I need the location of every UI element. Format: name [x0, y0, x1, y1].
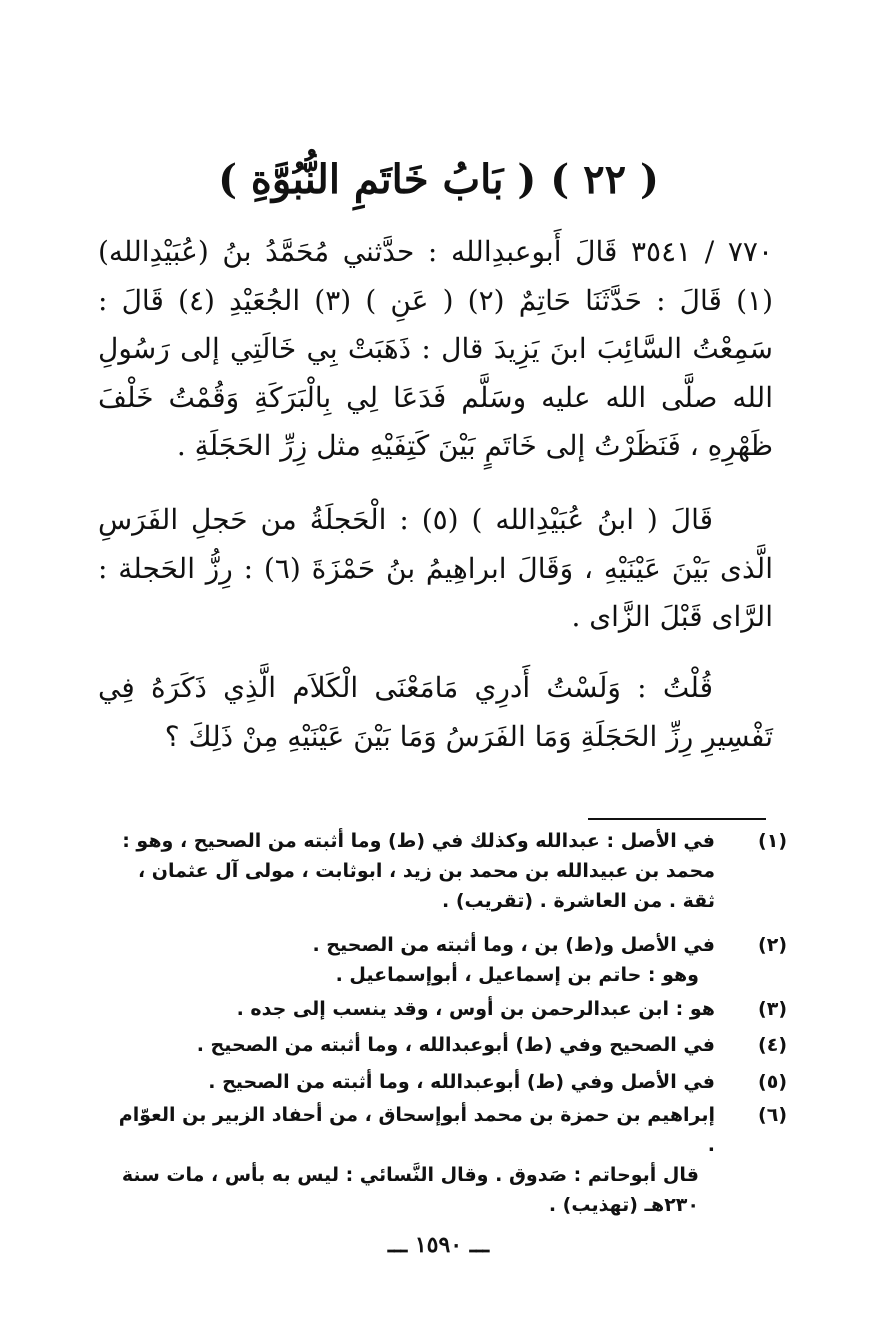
footnote-4: [107, 1030, 787, 1060]
footnote-3: [107, 994, 787, 1024]
hadith-paragraph: [98, 228, 773, 471]
footnote-text: في الأصل وفي (ط) أبوعبدالله ، وما أثبته من الصحيح .: [208, 1071, 715, 1093]
footnote-text: في الأصل و(ط) بن ، وما أثبته من الصحيح .: [312, 934, 715, 956]
footnote-1: [107, 826, 787, 916]
footnote-number: (٥): [758, 1071, 787, 1093]
footnote-text: وهو : حاتم بن إسماعيل ، أبوإسماعيل .: [335, 964, 699, 986]
chapter-heading: ( ٢٢ ) ( بَابُ خَاتَمِ النُّبُوَّةِ ): [218, 156, 659, 203]
footnote-text: هو : ابن عبدالرحمن بن أوس ، وقد ينسب إلى جده .: [236, 998, 715, 1020]
page-number: ـــ ١٥٩٠ ـــ: [387, 1232, 490, 1258]
footnote-text: إبراهيم بن حمزة بن محمد أبوإسحاق ، من أحفاد الزبير بن العوّام .: [118, 1104, 715, 1156]
footnote-number: (٢): [758, 934, 787, 956]
paragraph-text: ٧٧٠ / ٣٥٤١ قَالَ أَبوعبدِالله : حدَّثني مُحَمَّدُ بنُ (عُبَيْدِالله) (١) قَالَ : حَدَّثَنَا حَاتِمٌ (٢) ( عَنِ ) (٣) الجُعَيْدِ (٤) قَالَ : سَمِعْتُ السَّائِبَ ابنَ يَزِيدَ قال : ذَهَبَتْ بِي خَالَتِي إلى رَسُولِ الله صلَّى الله عليه وسَلَّم فَدَعَا لِي بِالْبَرَكَةِ وَقُمْتُ خَلْفَ ظَهْرِهِ ، فَنَظَرْتُ إلى خَاتَمٍ بَيْنَ كَتِفَيْهِ مثل زِرِّ الحَجَلَةِ .: [98, 235, 774, 462]
footnote-text: في الأصل : عبدالله وكذلك في (ط) وما أثبته من الصحيح ، وهو : محمد بن عبيدالله بن محمد بن زيد ، ابوثابت ، مولى آل عثمان ، ثقة . من العاشرة . (تقريب) .: [122, 830, 715, 912]
footnote-number: (٤): [758, 1034, 787, 1056]
footnote-number: (٦): [758, 1104, 787, 1126]
paragraph-text: قُلْتُ : وَلَسْتُ أَدرِي مَامَعْنَى الْكَلاَم الَّذِي ذَكَرَهُ فِي تَفْسِيرِ رِزِّ الحَجَلَةِ وَمَا الفَرَسُ وَمَا بَيْنَ عَيْنَيْهِ مِنْ ذَلِكَ ؟: [98, 671, 773, 753]
paragraph-text: قَالَ ( ابنُ عُبَيْدِالله ) (٥) : الْحَجلَةُ من حَجلِ الفَرَسِ الَّذى بَيْنَ عَيْنَيْهِ ، وَقَالَ ابراهِيمُ بنُ حَمْزَةَ (٦) : رِزُّ الحَجلة : الرَّاى قَبْلَ الزَّاى .: [98, 503, 773, 633]
footnote-text: في الصحيح وفي (ط) أبوعبدالله ، وما أثبته من الصحيح .: [196, 1034, 715, 1056]
footnote-number: (١): [758, 830, 787, 852]
footnote-6: [107, 1100, 787, 1220]
footnote-text: قال أبوحاتم : صَدوق . وقال النَّسائي : ليس به بأس ، مات سنة ٢٣٠هـ (تهذيب) .: [121, 1164, 699, 1216]
author-note-paragraph: [98, 664, 773, 761]
footnote-5: [107, 1067, 787, 1097]
footnote-number: (٣): [758, 998, 787, 1020]
footnote-separator: [588, 818, 766, 820]
footnote-2: [107, 930, 787, 990]
commentary-paragraph: [98, 496, 773, 642]
